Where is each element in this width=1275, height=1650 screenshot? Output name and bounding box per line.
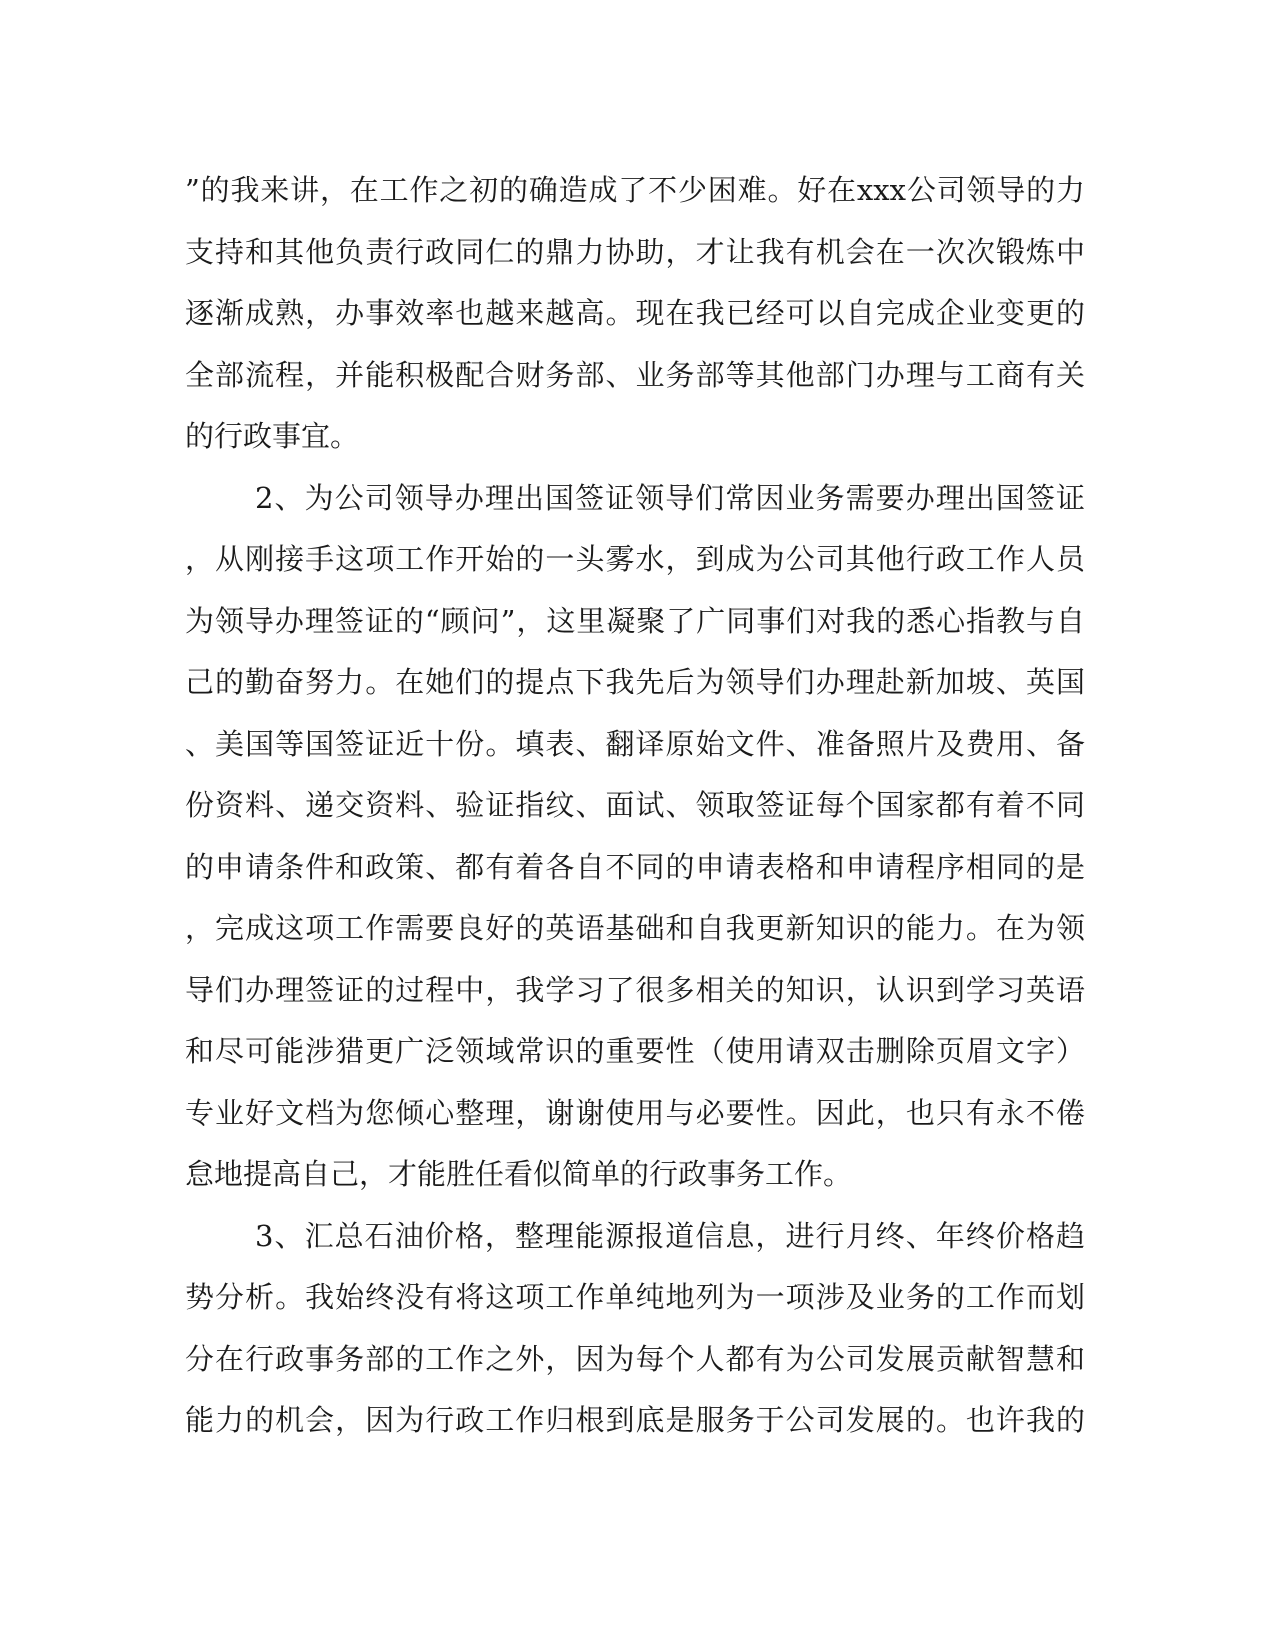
text-line: 导们办理签证的过程中，我学习了很多相关的知识，认识到学习英语	[185, 972, 1085, 1007]
text-line: 全部流程，并能积极配合财务部、业务部等其他部门办理与工商有关	[185, 357, 1085, 392]
text-line: 分在行政事务部的工作之外，因为每个人都有为公司发展贡献智慧和	[185, 1341, 1085, 1376]
text-line: 为领导办理签证的“顾问”，这里凝聚了广同事们对我的悉心指教与自	[185, 603, 1085, 638]
text-line: 支持和其他负责行政同仁的鼎力协助，才让我有机会在一次次锻炼中	[185, 234, 1085, 269]
text-line: 和尽可能涉猎更广泛领域常识的重要性（使用请双击删除页眉文字）	[185, 1034, 1085, 1068]
paragraph-heading-2: 2、为公司领导办理出国签证领导们常因业务需要办理出国签证	[255, 480, 1085, 515]
text-line: 份资料、递交资料、验证指纹、面试、领取签证每个国家都有着不同	[185, 788, 1085, 822]
text-line: 能力的机会，因为行政工作归根到底是服务于公司发展的。也许我的	[185, 1403, 1085, 1437]
text-line: 势分析。我始终没有将这项工作单纯地列为一项涉及业务的工作而划	[185, 1280, 1085, 1314]
text-line: 、美国等国签证近十份。填表、翻译原始文件、准备照片及费用、备	[185, 726, 1085, 761]
text-line: 己的勤奋努力。在她们的提点下我先后为领导们办理赴新加坡、英国	[185, 665, 1085, 699]
paragraph-heading-3: 3、汇总石油价格，整理能源报道信息，进行月终、年终价格趋	[255, 1218, 1085, 1253]
text-line: 逐渐成熟，办事效率也越来越高。现在我已经可以自完成企业变更的	[185, 296, 1085, 330]
text-line: ”的我来讲，在工作之初的确造成了不少困难。好在xxx公司领导的力	[185, 173, 1085, 207]
document-body	[185, 160, 1085, 1452]
text-line: 专业好文档为您倾心整理，谢谢使用与必要性。因此，也只有永不倦	[185, 1095, 1085, 1130]
text-line: 怠地提高自己，才能胜任看似简单的行政事务工作。	[185, 1157, 853, 1191]
text-line: ，从刚接手这项工作开始的一头雾水，到成为公司其他行政工作人员	[185, 542, 1085, 576]
text-line: 的行政事宜。	[185, 419, 360, 453]
text-line: ，完成这项工作需要良好的英语基础和自我更新知识的能力。在为领	[185, 911, 1085, 945]
text-line: 的申请条件和政策、都有着各自不同的申请表格和申请程序相同的是	[185, 849, 1085, 884]
